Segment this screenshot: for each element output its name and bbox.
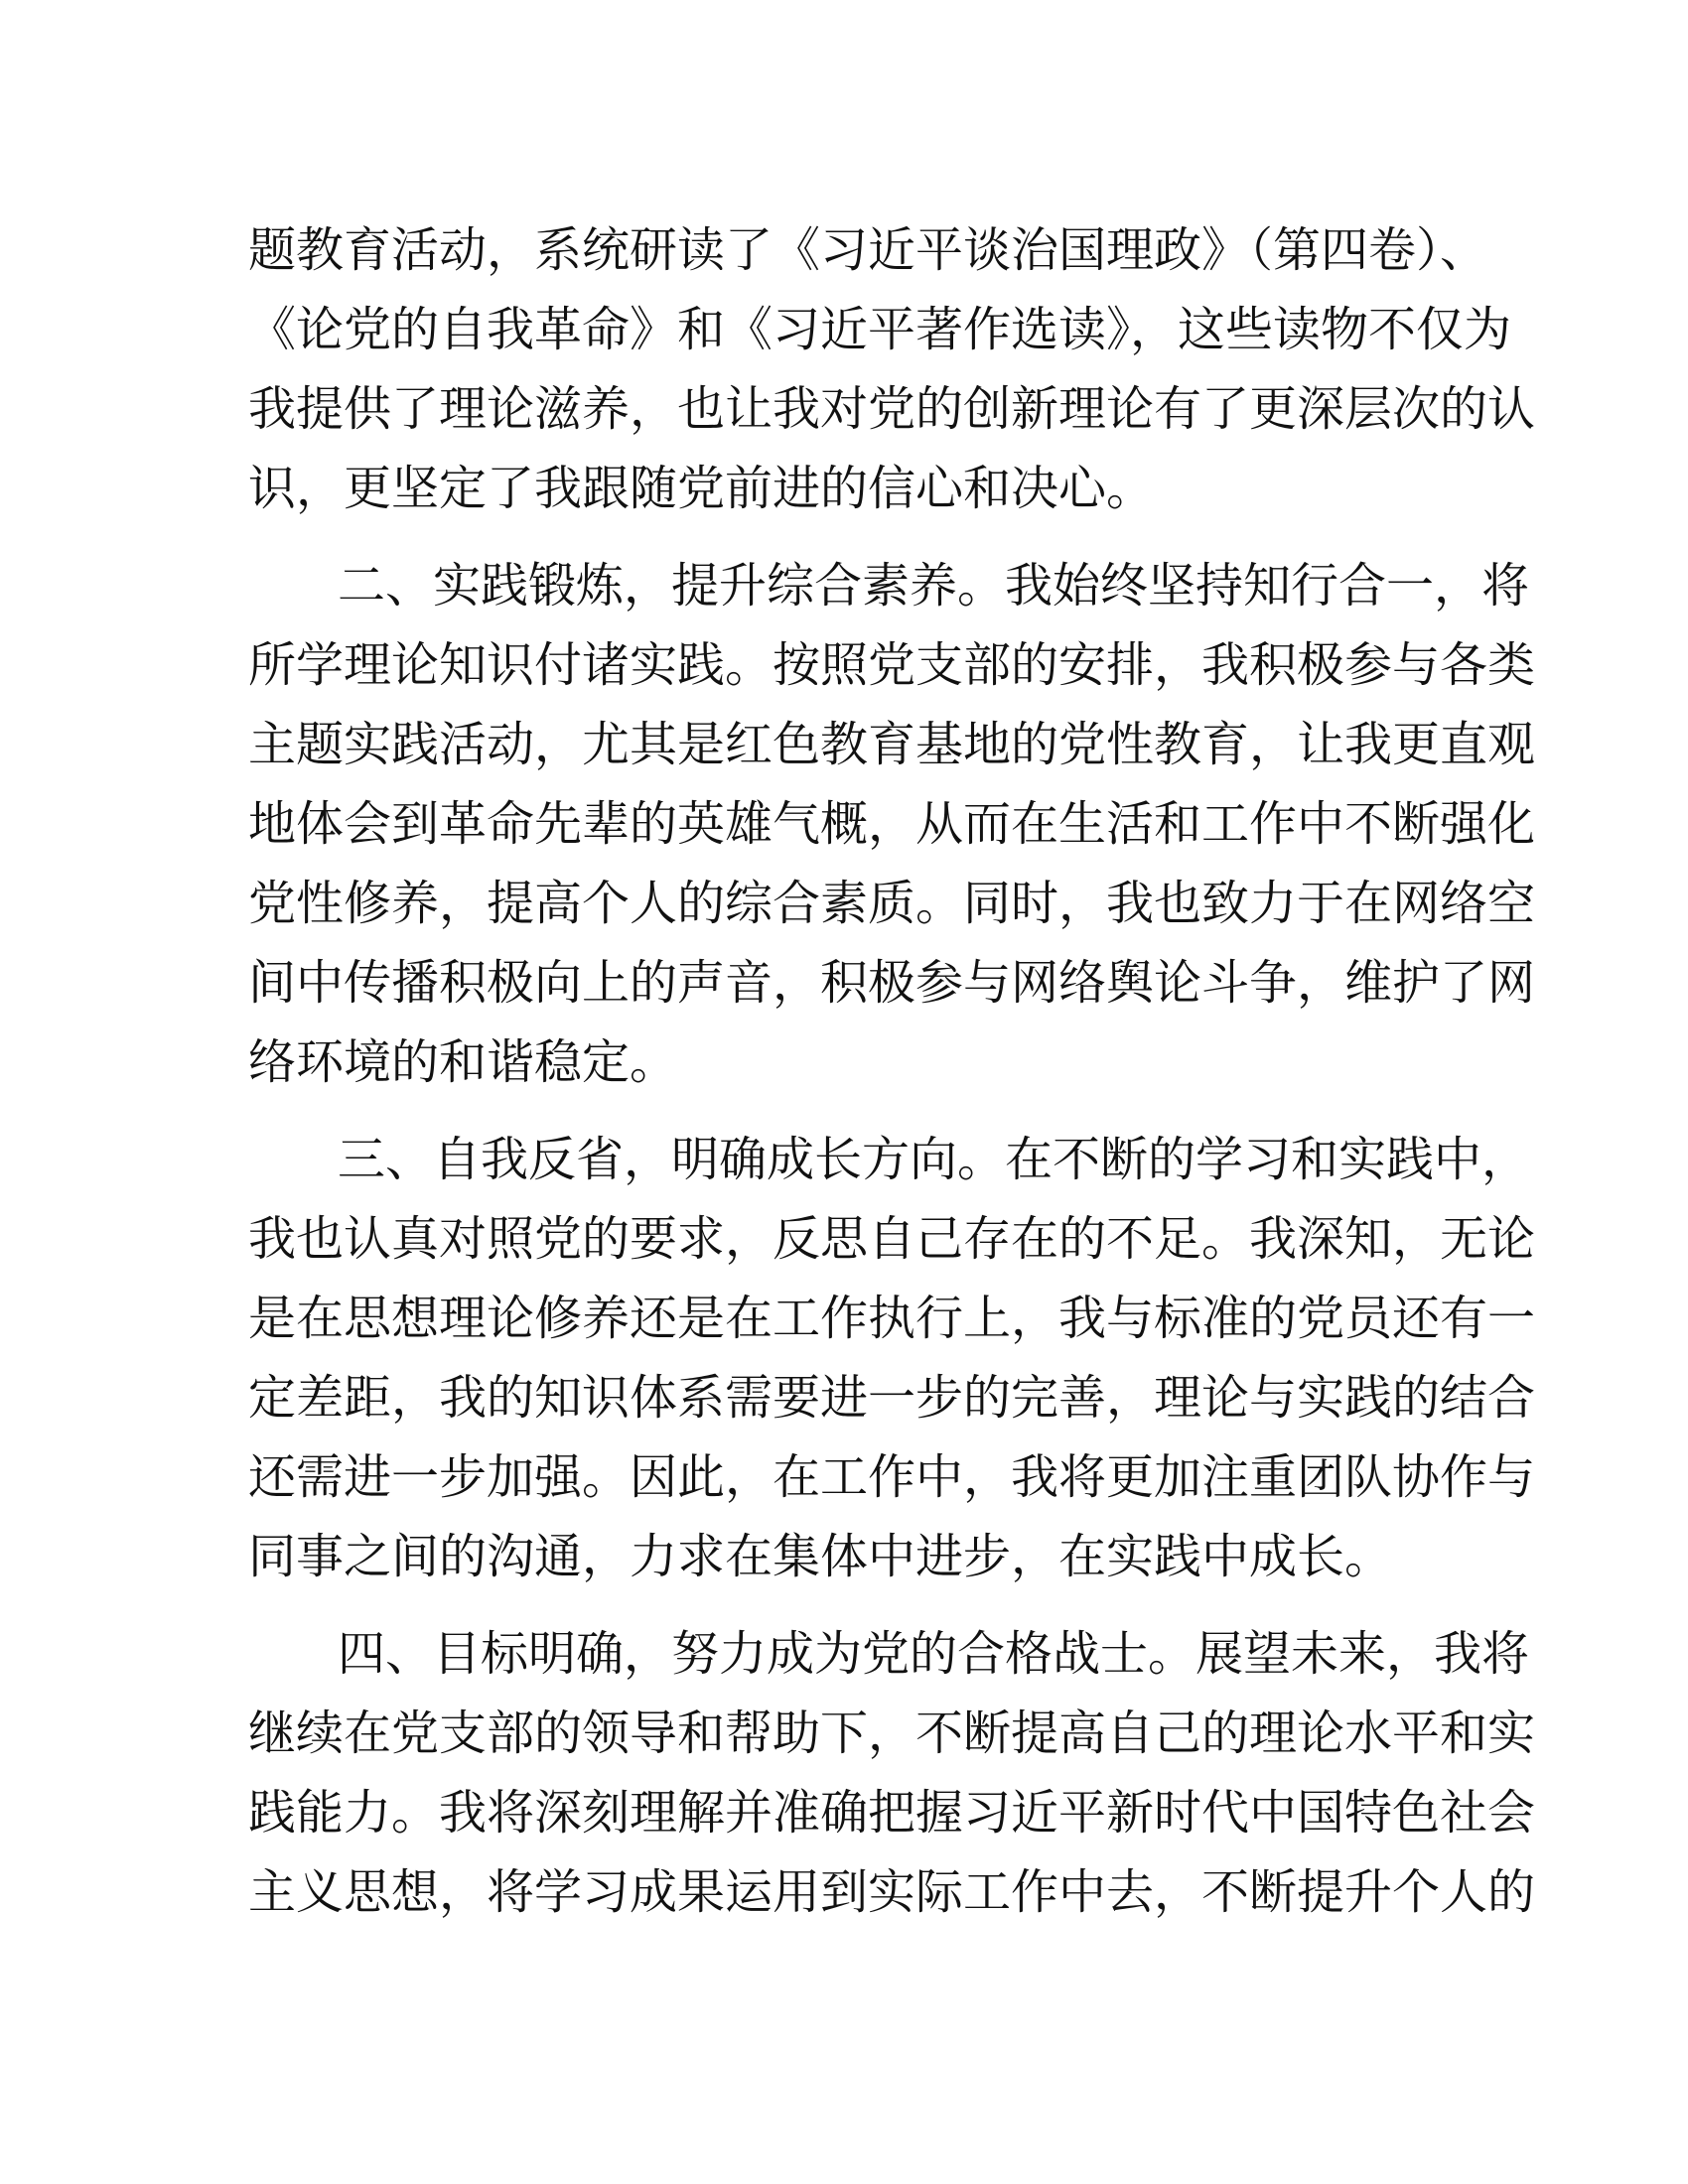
- paragraph-2-line-4: 地体会到革命先辈的英雄气概，从而在生活和工作中不断强化: [248, 796, 1536, 852]
- paragraph-3-line-2: 我也认真对照党的要求，反思自己存在的不足。我深知，无论: [248, 1211, 1536, 1267]
- document-body: [248, 210, 1536, 1932]
- paragraph-1-line-1: 题教育活动，系统研读了《习近平谈治国理政》（第四卷）、: [248, 222, 1488, 278]
- paragraph-3-line-3: 是在思想理论修养还是在工作执行上，我与标准的党员还有一: [248, 1291, 1536, 1346]
- paragraph-2-line-2: 所学理论知识付诸实践。按照党支部的安排，我积极参与各类: [248, 637, 1536, 693]
- paragraph-2-line-1: 二、实践锻炼，提升综合素养。我始终坚持知行合一，将: [338, 558, 1530, 614]
- paragraph-3-line-4: 定差距，我的知识体系需要进一步的完善，理论与实践的结合: [248, 1370, 1536, 1426]
- paragraph-2-line-7: 络环境的和谐稳定。: [248, 1034, 678, 1090]
- paragraph-4-line-3: 践能力。我将深刻理解并准确把握习近平新时代中国特色社会: [248, 1785, 1536, 1841]
- paragraph-3-line-6: 同事之间的沟通，力求在集体中进步，在实践中成长。: [248, 1529, 1393, 1584]
- paragraph-spacer: [248, 528, 1440, 546]
- paragraph-3-line-5: 还需进一步加强。因此，在工作中，我将更加注重团队协作与: [248, 1449, 1536, 1505]
- paragraph-2-line-5: 党性修养，提高个人的综合素质。同时，我也致力于在网络空: [248, 876, 1536, 931]
- paragraph-2-line-3: 主题实践活动，尤其是红色教育基地的党性教育，让我更直观: [248, 717, 1536, 772]
- paragraph-2-line-6: 间中传播积极向上的声音，积极参与网络舆论斗争，维护了网: [248, 955, 1536, 1011]
- paragraph-4-line-4: 主义思想，将学习成果运用到实际工作中去，不断提升个人的: [248, 1864, 1536, 1920]
- paragraph-1-line-3: 我提供了理论滋养，也让我对党的创新理论有了更深层次的认: [248, 381, 1536, 437]
- paragraph-spacer: [248, 1596, 1440, 1614]
- paragraph-4-line-1: 四、目标明确，努力成为党的合格战士。展望未来，我将: [338, 1626, 1530, 1682]
- paragraph-spacer: [248, 1102, 1440, 1120]
- paragraph-4-line-2: 继续在党支部的领导和帮助下，不断提高自己的理论水平和实: [248, 1706, 1536, 1761]
- paragraph-1-line-2: 《论党的自我革命》和《习近平著作选读》，这些读物不仅为: [248, 302, 1512, 357]
- paragraph-1-line-4: 识，更坚定了我跟随党前进的信心和决心。: [248, 461, 1155, 516]
- paragraph-3-line-1: 三、自我反省，明确成长方向。在不断的学习和实践中，: [338, 1132, 1530, 1187]
